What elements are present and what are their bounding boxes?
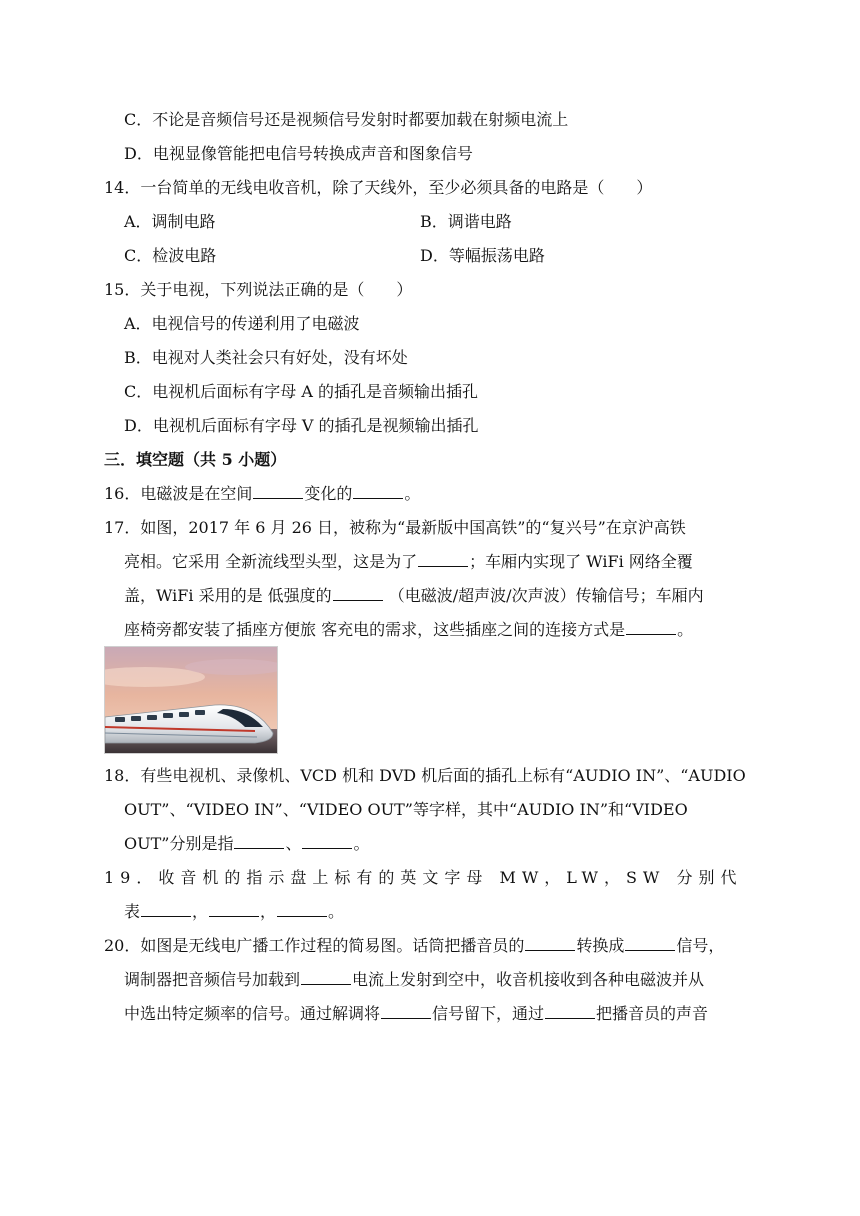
q20-line-3-a: 中选出特定频率的信号。通过解调将 [124, 1004, 381, 1023]
q19-line-2-a: 表 [124, 902, 141, 921]
answer-blank[interactable] [253, 484, 303, 499]
q16-part-2: 变化的 [304, 484, 353, 503]
answer-blank[interactable] [234, 834, 284, 849]
q16-part-1: 16．电磁波是在空间 [104, 484, 253, 503]
q18-line-2: OUT”、“VIDEO IN”、“VIDEO OUT”等字样，其中“AUDIO IN”和“VIDEO [124, 800, 688, 819]
high-speed-train-image [104, 646, 278, 754]
q17-line-4-a: 座椅旁都安装了插座方便旅 客充电的需求，这些插座之间的连接方式是 [124, 620, 626, 639]
q20-line-2-b: 电流上发射到空中，收音机接收到各种电磁波并从 [352, 970, 705, 989]
q20-line-3-b: 信号留下，通过 [432, 1004, 545, 1023]
q17-line-2-b: ；车厢内实现了 WiFi 网络全覆 [469, 552, 693, 571]
q19-line-2 [124, 902, 344, 922]
q18-line-3 [124, 834, 370, 854]
q14-stem: 14．一台简单的无线电收音机，除了天线外，至少必须具备的电路是（ ） [104, 178, 653, 197]
q20-line-1 [104, 936, 724, 956]
q20-line-1-a: 20．如图是无线电广播工作过程的简易图。话筒把播音员的 [104, 936, 525, 955]
answer-blank[interactable] [626, 620, 676, 635]
q20-line-1-b: 转换成 [576, 936, 625, 955]
q15-option-a: A．电视信号的传递利用了电磁波 [124, 314, 360, 333]
q18-line-1: 18．有些电视机、录像机、VCD 机和 DVD 机后面的插孔上标有“AUDIO IN”、“AUDIO [104, 766, 746, 785]
q18-line-3-a: OUT”分别是指 [124, 834, 234, 853]
q15-stem: 15．关于电视，下列说法正确的是（ ） [104, 280, 413, 299]
q14-option-a: A．调制电路 [124, 212, 216, 231]
answer-blank[interactable] [545, 1004, 595, 1019]
q14-option-d: D．等幅振荡电路 [420, 246, 545, 265]
q20-line-3 [124, 1004, 708, 1024]
q17-line-2-a: 亮相。它采用 全新流线型头型，这是为了 [124, 552, 418, 571]
q20-line-3-c: 把播音员的声音 [596, 1004, 709, 1023]
answer-blank[interactable] [525, 936, 575, 951]
q20-line-2 [124, 970, 704, 990]
q17-line-2 [124, 552, 693, 572]
q17-line-4-b: 。 [677, 620, 694, 639]
q19-line-1: 19．收音机的指示盘上标有的英文字母 MW，LW，SW 分别代 [104, 868, 743, 887]
q19-line-2-d: 。 [328, 902, 345, 921]
q18-line-3-b: 、 [285, 834, 302, 853]
answer-blank[interactable] [209, 902, 259, 917]
q19-line-2-b: ， [192, 902, 209, 921]
answer-blank[interactable] [381, 1004, 431, 1019]
q14-option-b: B．调谐电路 [420, 212, 512, 231]
q19-line-2-c: ， [260, 902, 277, 921]
q20-line-2-a: 调制器把音频信号加载到 [124, 970, 301, 989]
answer-blank[interactable] [418, 552, 468, 567]
answer-blank[interactable] [301, 970, 351, 985]
q17-line-4 [124, 620, 693, 640]
q17-line-3-b: （电磁波/超声波/次声波）传输信号；车厢内 [388, 586, 704, 605]
q16-text [104, 484, 420, 504]
answer-blank[interactable] [625, 936, 675, 951]
q15-option-c: C．电视机后面标有字母 A 的插孔是音频输出插孔 [124, 382, 478, 401]
q15-option-d: D．电视机后面标有字母 V 的插孔是视频输出插孔 [124, 416, 479, 435]
section-title: 三．填空题（共 5 小题） [104, 450, 287, 469]
answer-blank[interactable] [277, 902, 327, 917]
q20-line-1-c: 信号， [676, 936, 725, 955]
q17-line-3 [124, 586, 704, 606]
q15-option-b: B．电视对人类社会只有好处，没有坏处 [124, 348, 408, 367]
q17-line-1: 17．如图，2017 年 6 月 26 日，被称为“最新版中国高铁”的“复兴号”在京沪高铁 [104, 518, 686, 537]
q16-part-3: 。 [404, 484, 421, 503]
answer-blank[interactable] [353, 484, 403, 499]
q13-option-d: D．电视显像管能把电信号转换成声音和图象信号 [124, 144, 473, 163]
train-illustration [105, 647, 277, 753]
q17-line-3-a: 盖，WiFi 采用的是 低强度的 [124, 586, 332, 605]
q13-option-c: C．不论是音频信号还是视频信号发射时都要加载在射频电流上 [124, 110, 569, 129]
answer-blank[interactable] [302, 834, 352, 849]
answer-blank[interactable] [141, 902, 191, 917]
answer-blank[interactable] [333, 586, 383, 601]
q18-line-3-c: 。 [353, 834, 370, 853]
q14-option-c: C．检波电路 [124, 246, 217, 265]
